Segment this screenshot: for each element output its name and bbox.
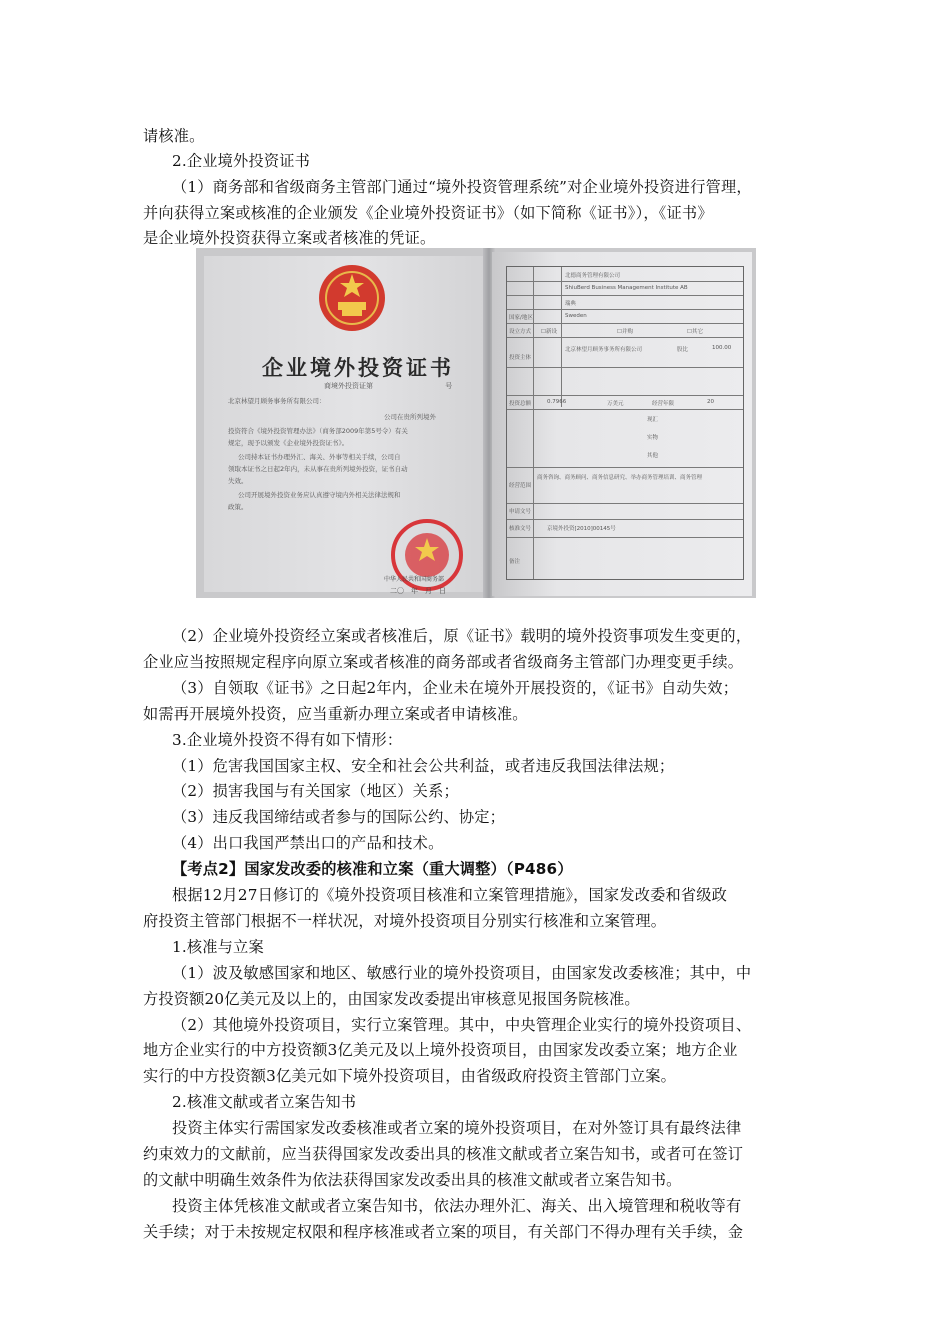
- certificate-text-line: 公司在贵所列境外: [384, 413, 436, 421]
- scope-value: 商务咨询、商务顾问、商务信息研究、举办商务管理培训、商务管理: [537, 475, 703, 481]
- period-label: 经营年限: [652, 401, 675, 407]
- text-line: 地方企业实行的中方投资额3亿美元及以上境外投资项目，由国家发改委立案；地方企业: [143, 1041, 738, 1059]
- text-line: 方投资额20亿美元及以上的，由国家发改委提出审核意见报国务院核准。: [143, 990, 640, 1008]
- national-emblem-icon: [316, 262, 388, 334]
- text-line: （1）波及敏感国家和地区、敏感行业的境外投资项目，由国家发改委核准；其中，中: [172, 964, 752, 982]
- setup-option: ☐新设: [541, 329, 557, 335]
- certificate-text-line: 公司持本证书办理外汇、海关、外事等相关手续，公司自: [238, 453, 401, 461]
- share-value: 100.00: [712, 345, 732, 351]
- setup-label: 设立方式: [509, 329, 532, 335]
- section-heading: 2.企业境外投资证书: [172, 152, 310, 170]
- text-line: 请核准。: [143, 127, 205, 145]
- text-line: （3）自领取《证书》之日起2年内，企业未在境外开展投资的，《证书》自动失效；: [172, 679, 739, 697]
- setup-option: ☐并购: [617, 329, 633, 335]
- approve-label: 申请文号: [509, 509, 532, 515]
- other-label: 其他: [647, 453, 659, 459]
- approve-number-label: 核准文号: [509, 526, 532, 532]
- text-line: 府投资主管部门根据不一样状况，对境外投资项目分别实行核准和立案管理。: [143, 912, 667, 930]
- text-line: 是企业境外投资获得立案或者核准的凭证。: [143, 229, 436, 247]
- text-line: （4）出口我国严禁出口的产品和技术。: [172, 834, 444, 852]
- period-value: 20: [707, 399, 714, 405]
- approve-number: 京境外投资[2010]00145号: [547, 526, 616, 532]
- text-line: （1）商务部和省级商务主管部门通过“境外投资管理系统”对企业境外投资进行管理，: [172, 178, 752, 196]
- issuer-name: 中华人民共和国商务部: [384, 576, 445, 583]
- certificate-text-line: 领取本证书之日起2年内，未从事在贵所列境外投资，证书自动: [228, 465, 408, 473]
- certificate-number-label: 商境外投资证第 号: [324, 382, 453, 390]
- country-en: Sweden: [565, 313, 587, 319]
- issue-date: 二〇 年 月 日: [390, 587, 446, 595]
- text-line: 实行的中方投资额3亿美元如下境外投资项目，由省级政府投资主管部门立案。: [143, 1067, 677, 1085]
- certificate-title: 企业境外投资证书: [262, 355, 454, 380]
- total-label: 投资总额: [509, 401, 532, 407]
- certificate-table: [506, 266, 744, 580]
- cash-label: 现汇: [647, 417, 659, 423]
- text-line: 投资主体凭核准文献或者立案告知书，依法办理外汇、海关、出入境管理和税收等有: [172, 1197, 742, 1215]
- company-name-en: ShiuBerd Business Management Institute AB: [565, 285, 688, 291]
- text-line: 如需再开展境外投资，应当重新办理立案或者申请核准。: [143, 705, 528, 723]
- certificate-right-page: [492, 252, 752, 596]
- scope-label: 经营范围: [509, 483, 532, 489]
- text-line: （2）损害我国与有关国家（地区）关系；: [172, 782, 459, 800]
- text-line: （1）危害我国国家主权、安全和社会公共利益，或者违反我国法律法规；: [172, 757, 675, 775]
- certificate-text-line: 规定，现予以颁发《企业境外投资证书》。: [228, 439, 349, 447]
- text-line: 约束效力的文献前，应当获得国家发改委出具的核准文献或者立案告知书，或者可在签订: [143, 1145, 744, 1163]
- remark-label: 备注: [509, 559, 521, 565]
- certificate-text-line: 政策。: [228, 503, 248, 511]
- kind-label: 实物: [647, 435, 659, 441]
- text-line: 2.核准文献或者立案告知书: [172, 1093, 357, 1111]
- text-line: （3）违反我国缔结或者参与的国际公约、协定；: [172, 808, 506, 826]
- certificate-photo: [196, 248, 756, 598]
- section-heading: 【考点2】国家发改委的核准和立案（重大调整）（P486）: [172, 860, 573, 878]
- total-value: 0.7966: [547, 399, 567, 405]
- certificate-left-page: [204, 256, 484, 595]
- text-line: （2）企业境外投资经立案或者核准后，原《证书》载明的境外投资事项发生变更的，: [172, 627, 752, 645]
- share-label: 股比: [677, 347, 689, 353]
- investor-label: 投资主体: [509, 355, 532, 361]
- text-line: 投资主体实行需国家发改委核准或者立案的境外投资项目，在对外签订具有最终法律: [172, 1119, 742, 1137]
- certificate-text-line: 投资符合《境外投资管理办法》（商务部2009年第5号令）有关: [228, 427, 408, 435]
- text-line: 根据12月27日修订的《境外投资项目核准和立案管理措施》，国家发改委和省级政: [172, 886, 728, 904]
- text-line: 1.核准与立案: [172, 938, 264, 956]
- country-label: 国家/地区: [509, 315, 533, 321]
- text-line: 的文献中明确生效条件为依法获得国家发改委出具的核准文献或者立案告知书。: [143, 1171, 682, 1189]
- country-cn: 瑞典: [565, 301, 577, 307]
- certificate-text-line: 失效。: [228, 477, 248, 485]
- unit-label: 万美元: [607, 401, 624, 407]
- investor-name: 北京林望月顾务事务所有限公司: [565, 347, 643, 353]
- text-line: 3.企业境外投资不得有如下情形：: [172, 731, 403, 749]
- company-name-cn: 北德商务管理有限公司: [565, 273, 621, 279]
- text-line: 并向获得立案或核准的企业颁发《企业境外投资证书》（如下简称《证书》），《证书》: [143, 204, 713, 222]
- text-line: 企业应当按照规定程序向原立案或者核准的商务部或者省级商务主管部门办理变更手续。: [143, 653, 744, 671]
- setup-option: ☐其它: [687, 329, 703, 335]
- text-line: 关手续；对于未按规定权限和程序核准或者立案的项目，有关部门不得办理有关手续，金: [143, 1223, 744, 1241]
- text-line: （2）其他境外投资项目，实行立案管理。其中，中央管理企业实行的境外投资项目、: [172, 1016, 752, 1034]
- certificate-text-line: 公司开展境外投资业务应认真遵守境内外相关法律法规和: [238, 491, 401, 499]
- certificate-text-line: 北京林望月顾务事务所有限公司：: [228, 397, 326, 405]
